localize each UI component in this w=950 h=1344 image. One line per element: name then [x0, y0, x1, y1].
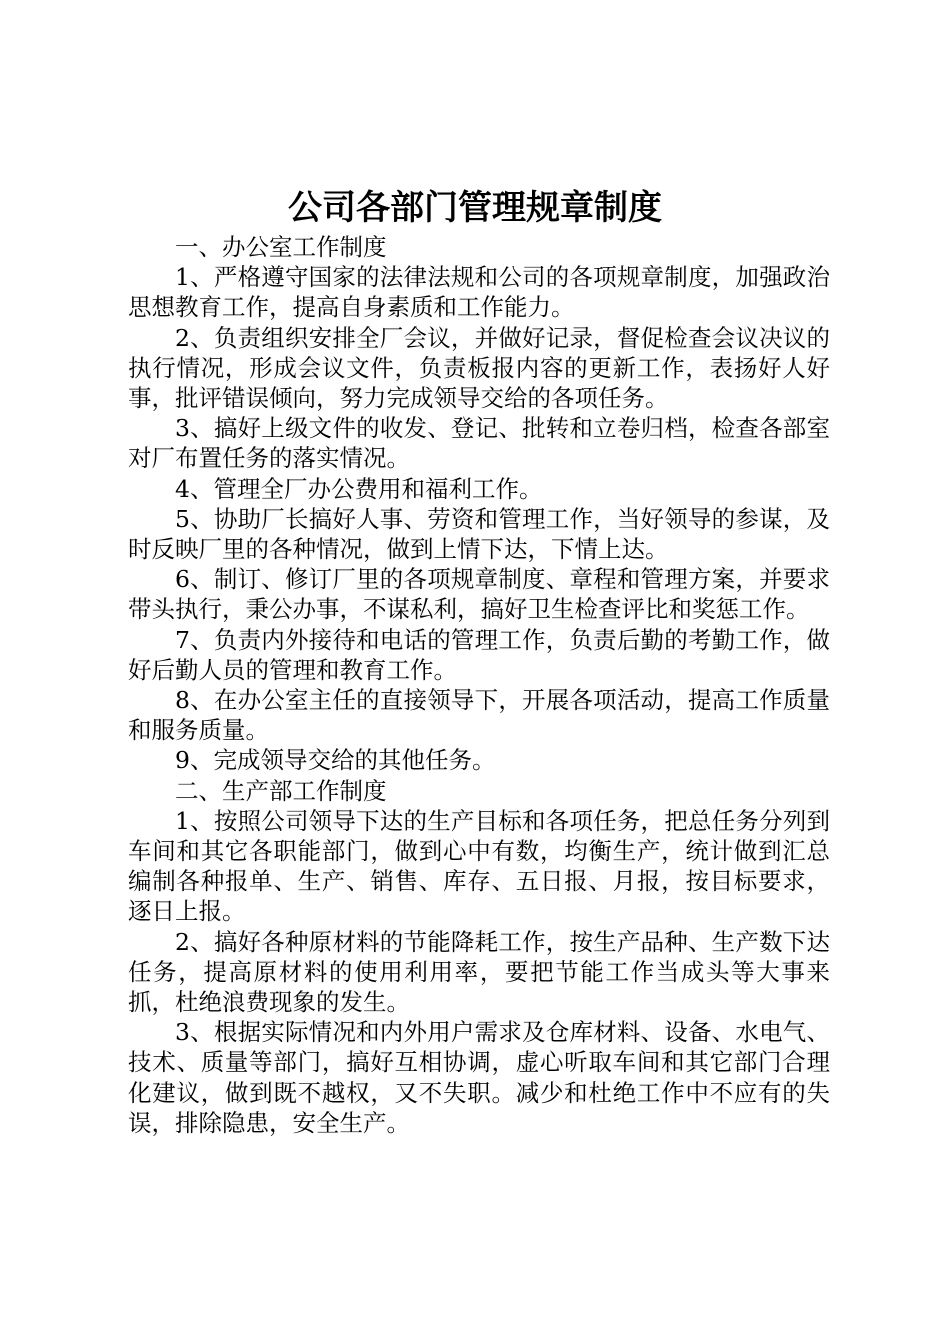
paragraph-production-3: 3、根据实际情况和内外用户需求及仓库材料、设备、水电气、技术、质量等部门，搞好互相协调，虚心听取车间和其它部门合理化建议，做到既不越权，又不失职。减少和杜绝工作中不应有的失误，排除隐患，安全生产。 — [128, 1018, 830, 1137]
paragraph-office-9: 9、完成领导交给的其他任务。 — [175, 746, 496, 775]
paragraph-office-8: 8、在办公室主任的直接领导下，开展各项活动，提高工作质量和服务质量。 — [128, 686, 830, 745]
document-title: 公司各部门管理规章制度 — [288, 188, 662, 228]
section-heading-office: 一、办公室工作制度 — [175, 233, 387, 261]
paragraph-production-2: 2、搞好各种原材料的节能降耗工作，按生产品种、生产数下达任务，提高原材料的使用利用率，要把节能工作当成头等大事来抓，杜绝浪费现象的发生。 — [128, 927, 830, 1017]
paragraph-office-3: 3、搞好上级文件的收发、登记、批转和立卷归档，检查各部室对厂布置任务的落实情况。 — [128, 414, 830, 473]
paragraph-production-1: 1、按照公司领导下达的生产目标和各项任务，把总任务分列到车间和其它各职能部门，做到心中有数，均衡生产，统计做到汇总编制各种报单、生产、销售、库存、五日报、月报，按目标要求，逐日上报。 — [128, 806, 830, 926]
document-body — [128, 232, 830, 1138]
paragraph-office-5: 5、协助厂长搞好人事、劳资和管理工作，当好领导的参谋，及时反映厂里的各种情况，做到上情下达，下情上达。 — [128, 504, 830, 564]
paragraph-office-2: 2、负责组织安排全厂会议，并做好记录，督促检查会议决议的执行情况，形成会议文件，负责板报内容的更新工作，表扬好人好事，批评错误倾向，努力完成领导交给的各项任务。 — [128, 323, 830, 413]
paragraph-office-1: 1、严格遵守国家的法律法规和公司的各项规章制度，加强政治思想教育工作，提高自身素质和工作能力。 — [128, 263, 830, 322]
section-heading-production: 二、生产部工作制度 — [175, 776, 387, 805]
paragraph-office-4: 4、管理全厂办公费用和福利工作。 — [175, 474, 543, 503]
paragraph-office-6: 6、制订、修订厂里的各项规章制度、章程和管理方案，并要求带头执行，秉公办事，不谋私利，搞好卫生检查评比和奖惩工作。 — [128, 565, 830, 624]
paragraph-office-7: 7、负责内外接待和电话的管理工作，负责后勤的考勤工作，做好后勤人员的管理和教育工作。 — [128, 625, 830, 684]
